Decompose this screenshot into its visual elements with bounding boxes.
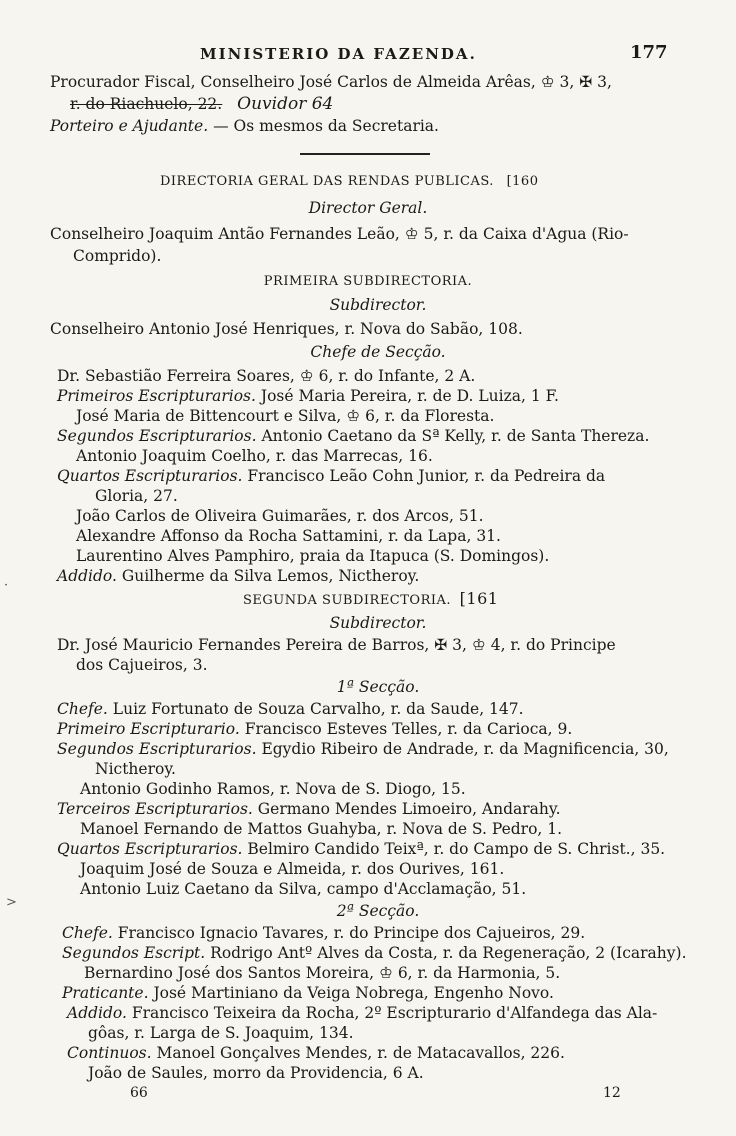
s2-add-line [67,1004,657,1022]
s1-quart-1: Belmiro Candido Teixª, r. do Campo de S. Christ., 35. [247,840,666,858]
sec2-label: 2ª Secção. [336,902,420,920]
handwritten-address: Ouvidor 64 [237,94,334,114]
s2-cont-1: Manoel Gonçalves Mendes, r. de Matacavallos, 226. [156,1044,565,1062]
s2-cont-2: João de Saules, morro da Providencia, 6 A. [88,1064,424,1082]
s1-quart-2: Joaquim José de Souza e Almeida, r. dos Ourives, 161. [80,860,505,878]
s1-terc-label: Terceiros Escripturarios. [57,800,253,818]
s1-prim-line [57,720,572,738]
s2-seg-line [62,944,687,962]
sub2-marker: [161 [459,589,499,608]
s2-prat-line [62,984,554,1002]
s2-add-1b: gôas, r. Larga de S. Joaquim, 134. [88,1024,354,1042]
sub1-label: Subdirector. [329,296,427,314]
addido-line [57,567,419,585]
s1-chefe-line [57,700,524,718]
s2-chefe-line [62,924,585,942]
porteiro-label: Porteiro e Ajudante. [50,117,209,135]
footer-signature-right: 12 [603,1085,621,1101]
segundos-label: Segundos Escripturarios. [57,427,257,445]
primeiros-2: José Maria de Bittencourt e Silva, ♔ 6, r. da Floresta. [76,407,495,425]
quartos-2: João Carlos de Oliveira Guimarães, r. dos Arcos, 51. [76,507,484,525]
directoria-title-text: DIRECTORIA GERAL DAS RENDAS PUBLICAS. [160,174,494,189]
page-number: 177 [630,42,668,63]
sub2-title-text: SEGUNDA SUBDIRECTORIA. [243,593,452,608]
chefe-label: Chefe de Secção. [310,343,446,361]
primeiros-label: Primeiros Escripturarios. [57,387,256,405]
s2-cont-line [67,1044,565,1062]
quartos-label: Quartos Escripturarios. [57,467,243,485]
director-line-1: Conselheiro Joaquim Antão Fernandes Leão, ♔ 5, r. da Caixa d'Agua (Rio- [50,225,629,243]
s2-seg-label: Segundos Escript. [62,944,206,962]
segundos-2: Antonio Joaquim Coelho, r. das Marrecas, 16. [76,447,433,465]
s1-quart-3: Antonio Luiz Caetano da Silva, campo d'Acclamação, 51. [80,880,527,898]
segundos-1: Antonio Caetano da Sª Kelly, r. de Santa Thereza. [261,427,650,445]
s1-seg-2: Antonio Godinho Ramos, r. Nova de S. Diogo, 15. [80,780,466,798]
s1-seg-1: Egydio Ribeiro de Andrade, r. da Magnificencia, 30, [261,740,669,758]
sub1-director: Conselheiro Antonio José Henriques, r. Nova do Sabão, 108. [50,320,523,338]
s2-prat-label: Praticante. [62,984,149,1002]
s1-chefe: Luiz Fortunato de Souza Carvalho, r. da Saude, 147. [112,700,524,718]
s1-prim: Francisco Esteves Telles, r. da Carioca, 9. [244,720,573,738]
chefe-1: Dr. Sebastião Ferreira Soares, ♔ 6, r. do Infante, 2 A. [57,367,476,385]
quartos-3: Alexandre Affonso da Rocha Sattamini, r. da Lapa, 31. [76,527,501,545]
quartos-1b: Gloria, 27. [95,487,178,505]
s1-seg-label: Segundos Escripturarios. [57,740,257,758]
section-divider [300,153,430,155]
primeiros-line [57,387,559,405]
sub2-label: Subdirector. [329,614,427,632]
procurador-address-line [70,95,333,113]
s1-terc-line [57,800,561,818]
s2-seg-1: Rodrigo Antº Alves da Costa, r. da Regeneração, 2 (Icarahy). [210,944,687,962]
directoria-marker: [160 [506,174,539,189]
sub2-line-2: dos Cajueiros, 3. [76,656,208,674]
addido-label: Addido. [57,567,117,585]
porteiro-line [50,117,439,135]
primeiros-1: José Maria Pereira, r. de D. Luiza, 1 F. [260,387,559,405]
footer-signature-left: 66 [130,1085,148,1101]
director-line-2: Comprido). [73,247,162,265]
s2-prat: José Martiniano da Veiga Nobrega, Engenho Novo. [153,984,554,1002]
margin-mark-1: > [6,895,17,910]
procurador-line: Procurador Fiscal, Conselheiro José Carlos de Almeida Arêas, ♔ 3, ✠ 3, [50,73,612,91]
s1-seg-1b: Nictheroy. [95,760,176,778]
struck-address: r. do Riachuelo, 22. [70,95,223,113]
page-title: MINISTERIO DA FAZENDA. [200,45,477,63]
s2-chefe-label: Chefe. [62,924,113,942]
s2-chefe: Francisco Ignacio Tavares, r. do Principe dos Cajueiros, 29. [117,924,586,942]
s2-add-1: Francisco Teixeira da Rocha, 2º Escripturario d'Alfandega das Ala- [131,1004,658,1022]
sub2-line-1: Dr. José Mauricio Fernandes Pereira de Barros, ✠ 3, ♔ 4, r. do Principe [57,636,616,654]
margin-mark-2: · [4,578,9,593]
s2-cont-label: Continuos. [67,1044,152,1062]
segundos-line [57,427,649,445]
s2-add-label: Addido. [67,1004,127,1022]
s1-terc-1: Germano Mendes Limoeiro, Andarahy. [257,800,561,818]
s2-seg-2: Bernardino José dos Santos Moreira, ♔ 6, r. da Harmonia, 5. [84,964,561,982]
quartos-4: Laurentino Alves Pamphiro, praia da Itapuca (S. Domingos). [76,547,550,565]
sub2-title [243,590,498,610]
director-label: Director Geral. [308,199,428,217]
quartos-1: Francisco Leão Cohn Junior, r. da Pedreira da [247,467,606,485]
quartos-line [57,467,605,485]
sec1-label: 1ª Secção. [336,678,420,696]
s1-terc-2: Manoel Fernando de Mattos Guahyba, r. Nova de S. Pedro, 1. [80,820,563,838]
s1-seg-line [57,740,669,758]
s1-quart-label: Quartos Escripturarios. [57,840,243,858]
addido-1: Guilherme da Silva Lemos, Nictheroy. [121,567,420,585]
s1-prim-label: Primeiro Escripturario. [57,720,240,738]
s1-quart-line [57,840,665,858]
porteiro-text: — Os mesmos da Secretaria. [213,117,439,135]
s1-chefe-label: Chefe. [57,700,108,718]
directoria-title [160,173,538,191]
sub1-title: PRIMEIRA SUBDIRECTORIA. [263,274,473,289]
